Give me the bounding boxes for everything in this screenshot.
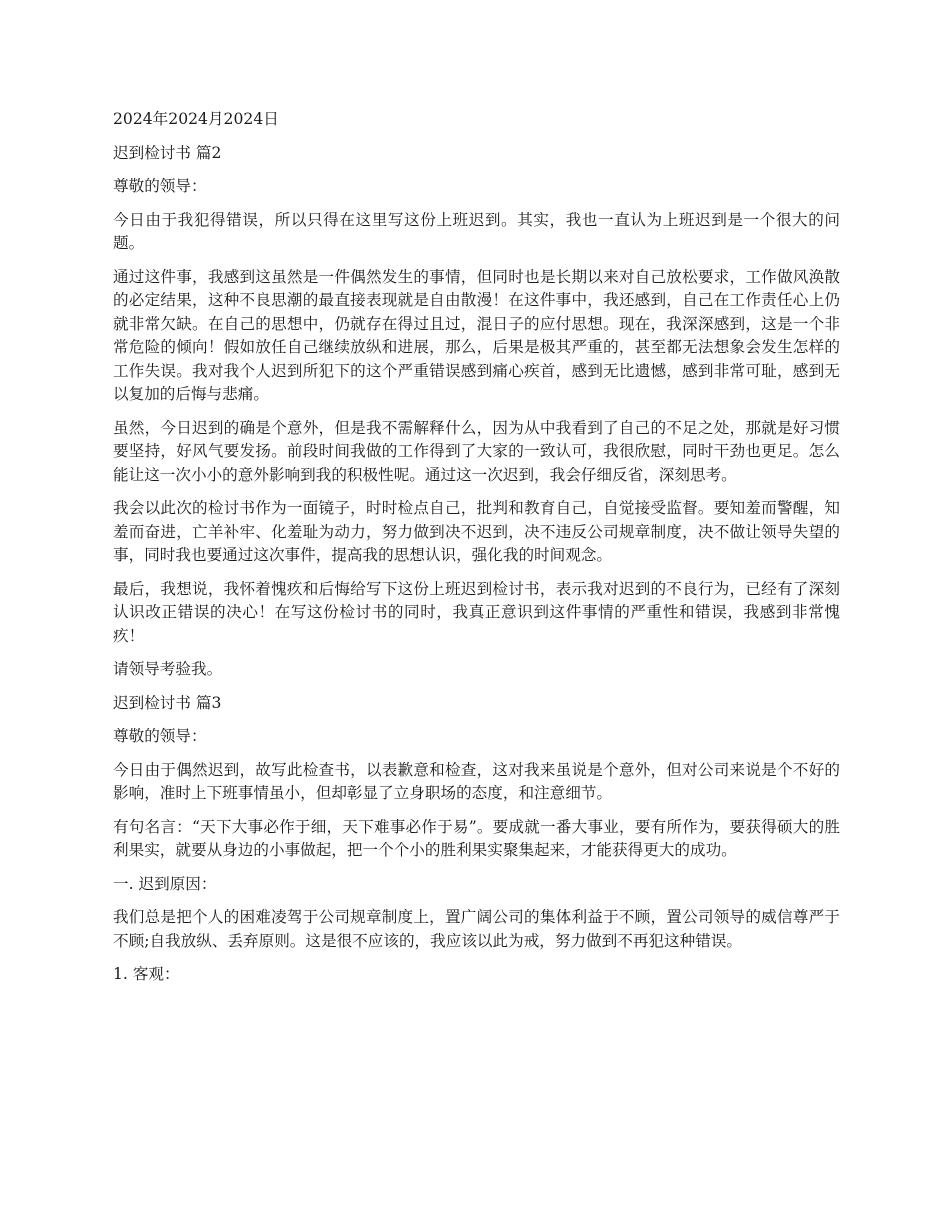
body-paragraph: 今日由于我犯得错误，所以只得在这里写这份上班迟到。其实，我也一直认为上班迟到是一个很大的问题。: [113, 210, 840, 252]
body-paragraph: 最后，我想说，我怀着愧疚和后悔给写下这份上班迟到检讨书，表示我对迟到的不良行为，已经有了深刻认识改正错误的决心！在写这份检讨书的同时，我真正意识到这件事情的严重性和错误，我感到非常愧疚！: [113, 579, 840, 645]
salutation: 尊敬的领导：: [113, 177, 207, 195]
body-paragraph: 今日由于偶然迟到，故写此检查书，以表歉意和检查，这对我来虽说是个意外，但对公司来说是个不好的影响，准时上下班事情虽小，但却彰显了立身职场的态度，和注意细节。: [113, 760, 840, 802]
body-paragraph: 虽然，今日迟到的确是个意外，但是我不需解释什么，因为从中我看到了自己的不足之处，那就是好习惯要坚持，好风气要发扬。前段时间我做的工作得到了大家的一致认可，我很欣慰，同时干劲也更足。怎么能让这一次小小的意外影响到我的积极性呢。通过这一次迟到，我会仔细反省，深刻思考。: [113, 418, 840, 484]
subheading-reason: 一. 迟到原因：: [113, 874, 217, 893]
body-paragraph: 我们总是把个人的困难凌驾于公司规章制度上，置广阔公司的集体利益于不顾，置公司领导的威信尊严于不顾;自我放纵、丢弃原则。这是很不应该的，我应该以此为戒，努力做到不再犯这种错误。: [113, 908, 840, 950]
body-paragraph: 通过这件事，我感到这虽然是一件偶然发生的事情，但同时也是长期以来对自己放松要求，工作做风涣散的必定结果，这种不良思潮的最直接表现就是自由散漫！在这件事中，我还感到，自己在工作责任心上仍就非常欠缺。在自己的思想中，仍就存在得过且过，混日子的应付思想。现在，我深深感到，这是一个非常危险的倾向！假如放任自己继续放纵和进展，那么，后果是极其严重的，甚至都无法想象会发生怎样的工作失误。我对我个人迟到所犯下的这个严重错误感到痛心疾首，感到无比遗憾，感到非常可耻，感到无以复加的后悔与悲痛。: [113, 267, 840, 403]
closing-line: 请领导考验我。: [113, 660, 223, 678]
date-line: 2024年2024月2024日: [113, 110, 279, 128]
section-heading-part-3: 迟到检讨书 篇3: [113, 693, 222, 712]
salutation: 尊敬的领导：: [113, 727, 207, 745]
body-paragraph: 我会以此次的检讨书作为一面镜子，时时检点自己，批判和教育自己，自觉接受监督。要知羞而警醒，知羞而奋进，亡羊补牢、化羞耻为动力，努力做到决不迟到，决不违反公司规章制度，决不做让领导失望的事，同时我也要通过这次事件，提高我的思想认识，强化我的时间观念。: [113, 499, 840, 564]
body-paragraph: 有句名言：“天下大事必作于细，天下难事必作于易”。要成就一番大事业，要有所作为，要获得硕大的胜利果实，就要从身边的小事做起，把一个个小的胜利果实聚集起来，才能获得更大的成功。: [113, 817, 840, 859]
document-page: [113, 108, 840, 997]
section-heading-part-2: 迟到检讨书 篇2: [113, 143, 222, 162]
subheading-objective: 1. 客观：: [113, 965, 180, 983]
